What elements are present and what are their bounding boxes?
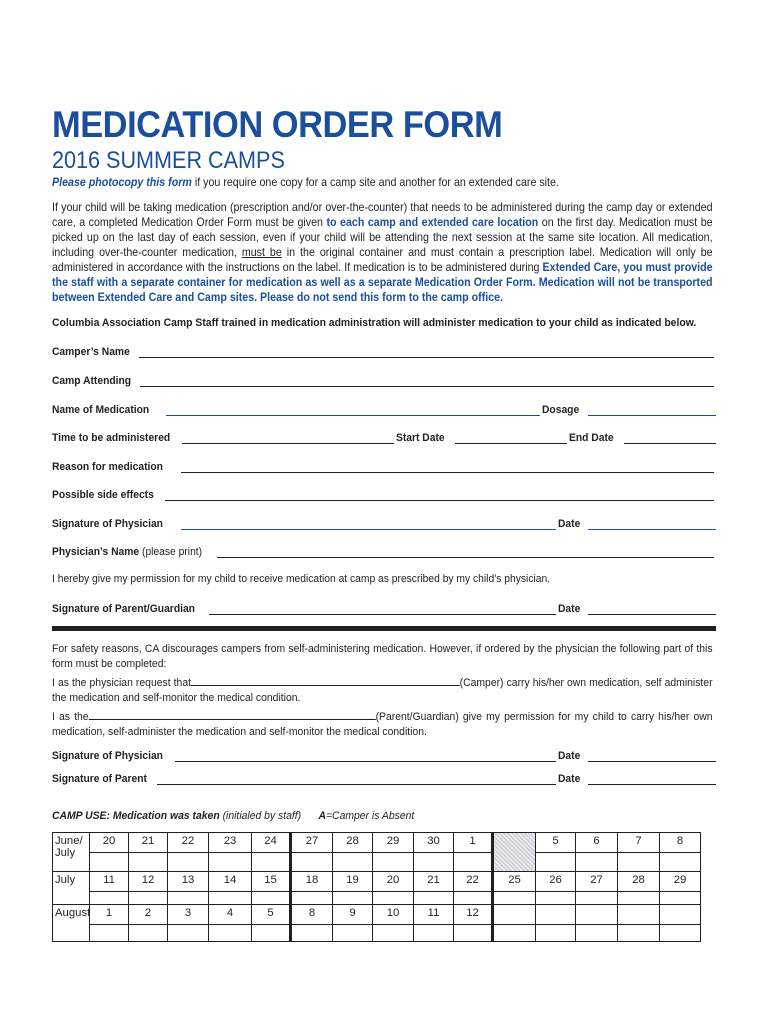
attendance-day-number: 7 [618, 835, 659, 853]
attendance-day-cell[interactable] [414, 905, 454, 942]
attendance-day-number: 4 [209, 907, 251, 925]
attendance-day-number: 30 [414, 835, 453, 853]
physician-signature-date-field[interactable] [588, 518, 716, 530]
medication-name-label: Name of Medication [52, 404, 150, 416]
end-date-field[interactable] [624, 432, 716, 444]
self-administer-section [52, 642, 713, 742]
attendance-day-cell[interactable] [291, 833, 333, 872]
physician-signature-2-row [52, 746, 716, 762]
attendance-day-number: 29 [660, 874, 700, 892]
attendance-day-number: 26 [536, 874, 575, 892]
attendance-day-cell[interactable] [414, 872, 454, 905]
attendance-day-cell[interactable] [373, 872, 414, 905]
guardian-permission-text-a: I as the [52, 711, 89, 723]
attendance-day-number: 21 [414, 874, 453, 892]
attendance-day-cell[interactable] [291, 905, 333, 942]
form-subtitle: 2016 SUMMER CAMPS [52, 147, 285, 174]
attendance-day-cell[interactable] [493, 872, 536, 905]
attendance-day-number: 18 [292, 874, 332, 892]
dosage-label: Dosage [541, 404, 579, 416]
parent-signature-2-date-field[interactable] [588, 773, 716, 785]
attendance-day-cell[interactable] [291, 872, 333, 905]
intro-bold-2: Extended Care, you must provide the staff with a separate container for medication as well as a separate Medication Order Form. Medication will not be transported between Extended Care and Camp sites. Please do not send this form to the camp office. [52, 261, 713, 304]
attendance-closed-day [493, 833, 536, 872]
attendance-day-number: 27 [576, 874, 617, 892]
attendance-day-cell[interactable] [660, 872, 701, 905]
attendance-day-cell[interactable] [536, 833, 576, 872]
attendance-day-cell[interactable] [618, 872, 660, 905]
attendance-empty-cell[interactable] [536, 905, 576, 942]
medication-name-row [52, 400, 716, 416]
campers-name-label: Camper’s Name [52, 346, 130, 358]
attendance-day-number: 1 [454, 835, 491, 853]
attendance-day-number: 20 [90, 835, 128, 853]
campers-name-row [52, 342, 716, 358]
absent-key-text: =Camper is Absent [325, 810, 415, 822]
attendance-day-number: 5 [252, 907, 289, 925]
attendance-day-cell[interactable] [536, 872, 576, 905]
time-field[interactable] [182, 432, 394, 444]
attendance-day-cell[interactable] [414, 833, 454, 872]
attendance-empty-cell[interactable] [660, 905, 701, 942]
attendance-day-number: 5 [536, 835, 575, 853]
end-date-label: End Date [569, 432, 614, 444]
attendance-day-cell[interactable] [209, 833, 252, 872]
attendance-day-number: 28 [333, 835, 372, 853]
staff-statement: Columbia Association Camp Staff trained in medication administration will administer medication to your child as indicated below. [52, 317, 697, 329]
attendance-day-number [494, 907, 535, 925]
time-label: Time to be administered [52, 432, 171, 444]
attendance-day-number: 12 [129, 874, 167, 892]
physician-signature-2-field[interactable] [175, 750, 556, 762]
attendance-day-number: 24 [252, 835, 289, 853]
reason-field[interactable] [181, 461, 714, 473]
attendance-day-cell[interactable] [454, 833, 493, 872]
attendance-empty-cell[interactable] [618, 905, 660, 942]
physician-signature-row [52, 514, 716, 530]
photocopy-note [52, 176, 559, 189]
attendance-day-cell[interactable] [454, 872, 493, 905]
attendance-day-number: 2 [129, 907, 167, 925]
attendance-day-number: 22 [168, 835, 208, 853]
intro-text-2: on the first day. Medication must be picked up on the last day of each session, even if your child will be attending the next session at the same site location. All medication, including over-the-counter medication, [52, 216, 713, 259]
side-effects-label: Possible side effects [52, 489, 154, 501]
reason-label: Reason for medication [52, 461, 163, 473]
intro-bold-1: to each camp and extended care location [326, 216, 539, 229]
physician-name-label-text: Physician’s Name [52, 546, 140, 558]
attendance-day-cell[interactable] [209, 905, 252, 942]
attendance-day-cell[interactable] [168, 833, 209, 872]
physician-request-text-a: I as the physician request that [52, 677, 191, 689]
start-date-field[interactable] [455, 432, 567, 444]
attendance-day-number [660, 907, 700, 925]
parent-signature-2-label: Signature of Parent [52, 773, 147, 785]
attendance-day-number: 6 [576, 835, 617, 853]
guardian-permission-paragraph [52, 708, 713, 740]
photocopy-note-lead: Please photocopy this form [52, 176, 192, 189]
start-date-label: Start Date [396, 432, 446, 444]
attendance-day-number: 3 [168, 907, 208, 925]
attendance-day-number: 10 [373, 907, 413, 925]
attendance-day-cell[interactable] [209, 872, 252, 905]
attendance-day-cell[interactable] [252, 905, 291, 942]
medication-name-field[interactable] [166, 404, 540, 416]
physician-name-label [52, 546, 202, 558]
attendance-day-number: 25 [494, 874, 535, 892]
parent-signature-2-field[interactable] [157, 773, 556, 785]
parent-signature-field[interactable] [209, 603, 555, 615]
medication-attendance-grid [52, 832, 701, 942]
attendance-day-number [618, 907, 659, 925]
camp-use-label: CAMP USE: Medication was taken [52, 810, 220, 822]
attendance-day-number: 28 [618, 874, 659, 892]
attendance-month-label: July [53, 872, 90, 905]
attendance-day-cell[interactable] [90, 905, 129, 942]
attendance-day-number: 23 [209, 835, 251, 853]
attendance-month-label: June/ July [53, 833, 90, 872]
attendance-day-cell[interactable] [90, 872, 129, 905]
attendance-day-number: 8 [292, 907, 332, 925]
attendance-day-number: 13 [168, 874, 208, 892]
attendance-day-cell[interactable] [333, 872, 373, 905]
physician-signature-label: Signature of Physician [52, 518, 163, 530]
camp-use-legend [52, 810, 414, 822]
attendance-day-number: 29 [373, 835, 413, 853]
attendance-day-cell[interactable] [90, 833, 129, 872]
guardian-name-blank[interactable] [89, 708, 376, 720]
attendance-day-cell[interactable] [618, 833, 660, 872]
physician-signature-2-label: Signature of Physician [52, 750, 163, 762]
physician-name-field[interactable] [217, 546, 714, 558]
attendance-day-number: 14 [209, 874, 251, 892]
attendance-day-cell[interactable] [333, 833, 373, 872]
attendance-day-number [536, 907, 575, 925]
camp-attending-label: Camp Attending [52, 375, 132, 387]
please-print-note: (please print) [142, 546, 203, 558]
dosage-field[interactable] [588, 404, 716, 416]
physician-name-row [52, 542, 716, 558]
attendance-day-number [576, 907, 617, 925]
attendance-day-number: 19 [333, 874, 372, 892]
physician-signature-date-label: Date [557, 518, 581, 530]
attendance-day-number: 12 [454, 907, 491, 925]
parent-signature-2-date-label: Date [557, 773, 581, 785]
attendance-empty-cell[interactable] [576, 905, 618, 942]
attendance-day-number: 21 [129, 835, 167, 853]
attendance-day-cell[interactable] [252, 872, 291, 905]
attendance-row [53, 833, 701, 872]
attendance-day-cell[interactable] [373, 905, 414, 942]
section-divider [52, 626, 716, 631]
attendance-day-cell[interactable] [454, 905, 493, 942]
attendance-day-number: 15 [252, 874, 289, 892]
attendance-day-cell[interactable] [660, 833, 701, 872]
attendance-day-cell[interactable] [168, 905, 209, 942]
intro-paragraph [52, 200, 713, 305]
camp-use-initialed-note: (initialed by staff) [222, 810, 302, 822]
safety-paragraph: For safety reasons, CA discourages campers from self-administering medication. However, if ordered by the physician the following part of this form must be completed: [52, 643, 713, 670]
attendance-day-cell[interactable] [168, 872, 209, 905]
attendance-day-cell[interactable] [373, 833, 414, 872]
attendance-day-number: 1 [90, 907, 128, 925]
parent-permission-statement: I hereby give my permission for my child to receive medication at camp as prescribed by my child’s physician. [52, 573, 551, 585]
attendance-day-cell[interactable] [333, 905, 373, 942]
attendance-day-number: 11 [90, 874, 128, 892]
parent-signature-label: Signature of Parent/Guardian [52, 603, 195, 615]
photocopy-note-rest: if you require one copy for a camp site and another for an extended care site. [191, 176, 559, 189]
parent-signature-row [52, 599, 716, 615]
intro-underline: must be [241, 246, 282, 259]
attendance-day-number: 8 [660, 835, 700, 853]
attendance-day-number: 22 [454, 874, 491, 892]
attendance-day-number: 27 [292, 835, 332, 853]
campers-name-field[interactable] [139, 346, 714, 358]
side-effects-field[interactable] [165, 489, 714, 501]
attendance-day-number: 11 [414, 907, 453, 925]
time-row [52, 428, 716, 444]
side-effects-row [52, 485, 716, 501]
absent-key-letter: A [318, 810, 326, 822]
physician-signature-field[interactable] [181, 518, 556, 530]
reason-row [52, 457, 716, 473]
form-title: MEDICATION ORDER FORM [52, 104, 503, 145]
parent-signature-date-label: Date [557, 603, 581, 615]
parent-signature-2-row [52, 769, 716, 785]
attendance-day-cell[interactable] [576, 833, 618, 872]
parent-signature-date-field[interactable] [588, 603, 716, 615]
attendance-day-cell[interactable] [129, 872, 168, 905]
physician-signature-2-date-label: Date [557, 750, 581, 762]
attendance-month-label: August [53, 905, 90, 942]
camp-attending-row [52, 371, 716, 387]
attendance-day-number: 9 [333, 907, 372, 925]
attendance-day-cell[interactable] [252, 833, 291, 872]
camper-name-blank[interactable] [191, 674, 460, 686]
attendance-day-cell[interactable] [576, 872, 618, 905]
physician-signature-2-date-field[interactable] [588, 750, 716, 762]
attendance-day-cell[interactable] [129, 905, 168, 942]
attendance-row [53, 872, 701, 905]
attendance-day-number: 20 [373, 874, 413, 892]
attendance-row [53, 905, 701, 942]
intro-text-3: in the original container and must contain a prescription label. Medication will only be administered in accordance with the instructions on the label. If medication is to be administered during [52, 246, 713, 274]
physician-request-text-b: (Camper) carry his/her own medication, self administer the medication and self-monitor the medical condition. [52, 677, 713, 704]
camp-attending-field[interactable] [140, 375, 714, 387]
attendance-empty-cell[interactable] [493, 905, 536, 942]
attendance-day-cell[interactable] [129, 833, 168, 872]
physician-request-paragraph [52, 674, 713, 706]
intro-text-1: If your child will be taking medication (prescription and/or over-the-counter) that needs to be administered during the camp day or extended care, a completed Medication Order Form must be given [52, 201, 713, 229]
guardian-permission-text-b: (Parent/Guardian) give my permission for my child to carry his/her own medication, self-administer the medication and self-monitor the medical condition. [52, 711, 713, 738]
